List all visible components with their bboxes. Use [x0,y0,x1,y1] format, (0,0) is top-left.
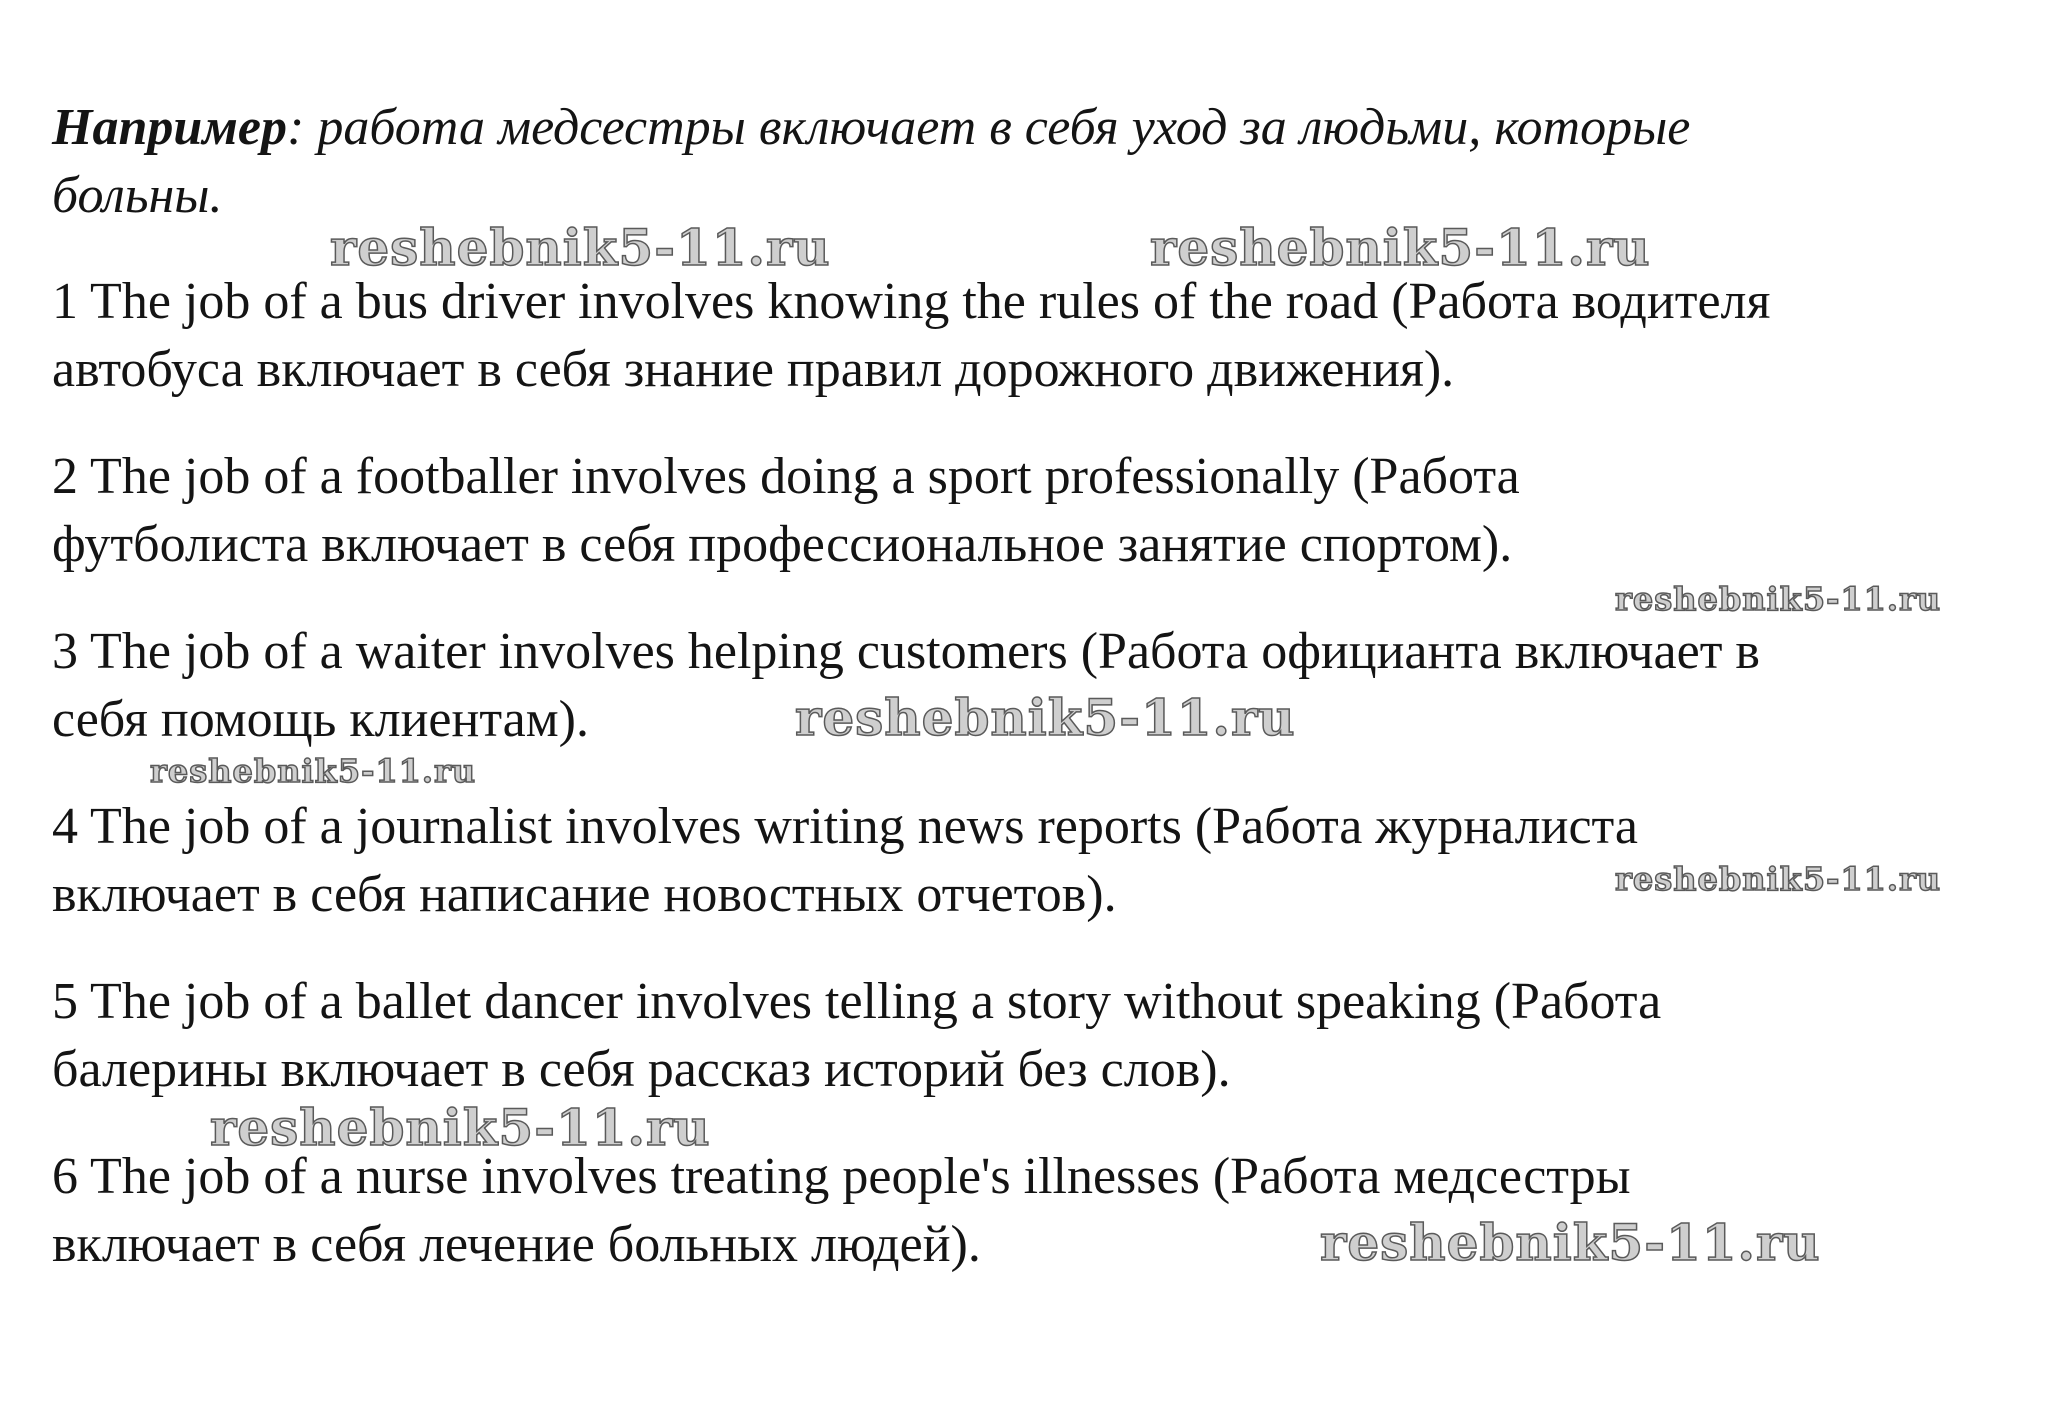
watermark: reshebnik5-11.ru [1615,860,1942,898]
example-line [52,98,1690,158]
item-2-line-1: 2 The job of a footballer involves doing a sport professionally (Работа [52,448,1520,505]
item-4-line-2: включает в себя написание новостных отчетов). [52,866,1117,923]
example-continuation: больны. [52,167,223,224]
item-5-line-2: балерины включает в себя рассказ историй без слов). [52,1041,1231,1098]
item-3-line-2: себя помощь клиентам). [52,691,589,748]
item-2-line-2: футболиста включает в себя профессиональное занятие спортом). [52,516,1513,573]
item-5-line-1: 5 The job of a ballet dancer involves telling a story without speaking (Работа [52,973,1662,1030]
watermark: reshebnik5-11.ru [795,688,1296,747]
watermark: reshebnik5-11.ru [210,1098,711,1157]
example-text: : работа медсестры включает в себя уход за людьми, которые [287,99,1691,156]
item-1-line-2: автобуса включает в себя знание правил дорожного движения). [52,341,1455,398]
item-4-line-1: 4 The job of a journalist involves writing news reports (Работа журналиста [52,798,1638,855]
watermark: reshebnik5-11.ru [150,752,477,790]
watermark: reshebnik5-11.ru [1615,580,1942,618]
item-3-line-1: 3 The job of a waiter involves helping customers (Работа официанта включает в [52,623,1760,680]
watermark: reshebnik5-11.ru [1320,1213,1821,1272]
example-label: Например [52,99,287,156]
watermark: reshebnik5-11.ru [330,218,831,277]
item-6-line-1: 6 The job of a nurse involves treating people's illnesses (Работа медсестры [52,1148,1631,1205]
item-6-line-2: включает в себя лечение больных людей). [52,1216,981,1273]
item-1-line-1: 1 The job of a bus driver involves knowing the rules of the road (Работа водителя [52,273,1771,330]
watermark: reshebnik5-11.ru [1150,218,1651,277]
